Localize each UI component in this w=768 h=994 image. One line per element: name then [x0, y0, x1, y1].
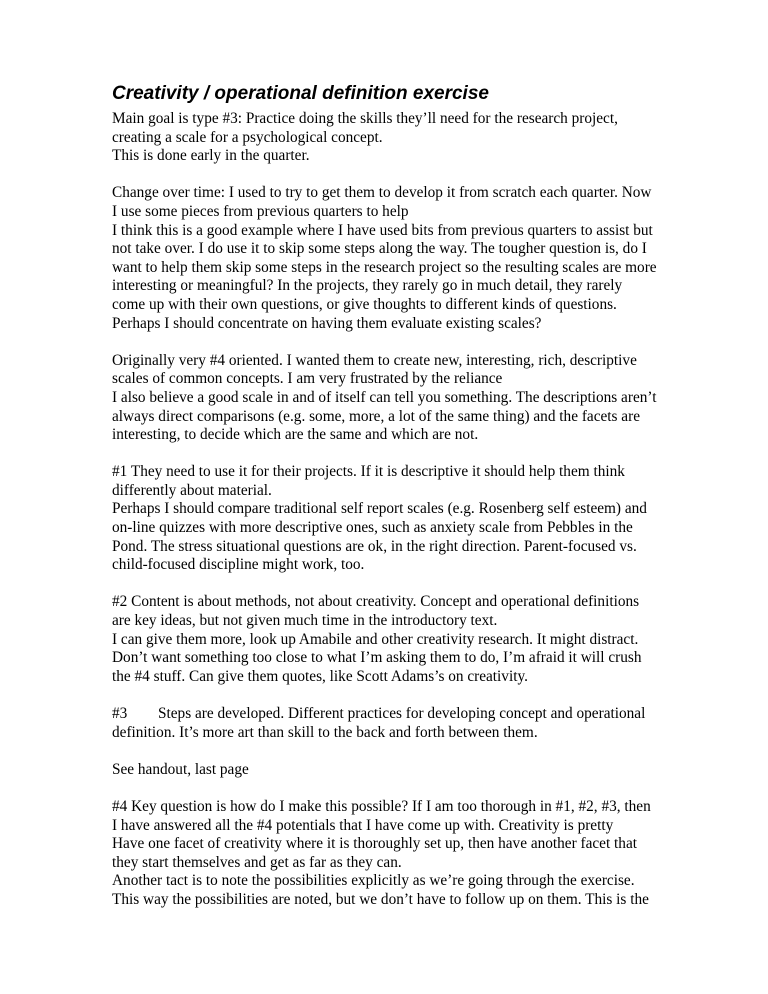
document-title: Creativity / operational definition exercise: [112, 83, 489, 104]
text-line: #4 Key question is how do I make this possible? If I am too thorough in #1, #2, #3, then: [112, 797, 651, 815]
text-line: Pond. The stress situational questions are ok, in the right direction. Parent-focused vs.: [112, 537, 637, 555]
paragraph-item-2: [112, 593, 672, 686]
text-line: interesting, to decide which are the same and which are not.: [112, 426, 479, 444]
text-line: I also believe a good scale in and of itself can tell you something. The descriptions aren’t: [112, 388, 657, 406]
text-line: #2 Content is about methods, not about creativity. Concept and operational definitions: [112, 593, 640, 611]
text-line: Another tact is to note the possibilities explicitly as we’re going through the exercise.: [112, 872, 635, 890]
text-line: Perhaps I should concentrate on having them evaluate existing scales?: [112, 314, 542, 332]
paragraph-item-1: [112, 463, 672, 575]
text-line: always direct comparisons (e.g. some, more, a lot of the same thing) and the facets are: [112, 407, 640, 425]
paragraph-main-goal: [112, 110, 672, 166]
paragraph-originally: [112, 352, 672, 445]
text-line: scales of common concepts. I am very frustrated by the reliance: [112, 370, 503, 388]
text-line: [112, 705, 672, 724]
text-line: Have one facet of creativity where it is thoroughly set up, then have another facet that: [112, 835, 637, 853]
text-line: Originally very #4 oriented. I wanted them to create new, interesting, rich, descriptive: [112, 351, 637, 369]
text-line: Main goal is type #3: Practice doing the skills they’ll need for the research project,: [112, 110, 618, 127]
text-line: not take over. I do use it to skip some steps along the way. The tougher question is, do I: [112, 240, 647, 258]
text-line: the #4 stuff. Can give them quotes, like Scott Adams’s on creativity.: [112, 667, 528, 685]
text-line: I use some pieces from previous quarters to help: [112, 202, 409, 220]
text-line: interesting or meaningful? In the projects, they rarely go in much detail, they rarely: [112, 277, 623, 295]
text-line: child-focused discipline might work, too.: [112, 556, 365, 574]
text-line: I think this is a good example where I have used bits from previous quarters to assist but: [112, 221, 653, 239]
handout-note: [112, 761, 672, 780]
text-line: creating a scale for a psychological concept.: [112, 128, 383, 146]
text-line: differently about material.: [112, 481, 272, 499]
text-line: Don’t want something too close to what I’m asking them to do, I’m afraid it will crush: [112, 649, 642, 667]
text-line: come up with their own questions, or give thoughts to different kinds of questions.: [112, 295, 617, 313]
paragraph-item-4: [112, 798, 672, 910]
text-line: Perhaps I should compare traditional self report scales (e.g. Rosenberg self esteem) and: [112, 500, 647, 518]
text-line: This way the possibilities are noted, but we don’t have to follow up on them. This is the: [112, 890, 649, 908]
text-line: I have answered all the #4 potentials that I have come up with. Creativity is pretty: [112, 816, 614, 834]
item-3-first-line: Steps are developed. Different practices for developing concept and operational: [158, 705, 646, 722]
item-3-number: #3: [112, 705, 128, 722]
text-line: This is done early in the quarter.: [112, 147, 310, 165]
text-line: Change over time: I used to try to get them to develop it from scratch each quarter. Now: [112, 184, 652, 202]
text-line: definition. It’s more art than skill to the back and forth between them.: [112, 723, 538, 741]
text-line: #1 They need to use it for their projects. If it is descriptive it should help them think: [112, 463, 625, 481]
paragraph-change-over-time: [112, 184, 672, 333]
text-line: they start themselves and get as far as they can.: [112, 853, 402, 871]
paragraph-item-3: [112, 705, 672, 742]
text-line: are key ideas, but not given much time in the introductory text.: [112, 612, 498, 630]
text-line: I can give them more, look up Amabile and other creativity research. It might distract.: [112, 630, 639, 648]
document-body: [112, 110, 672, 928]
text-line: on-line quizzes with more descriptive ones, such as anxiety scale from Pebbles in the: [112, 519, 633, 537]
text-line: want to help them skip some steps in the research project so the resulting scales are more: [112, 258, 657, 276]
text-line: See handout, last page: [112, 760, 249, 778]
